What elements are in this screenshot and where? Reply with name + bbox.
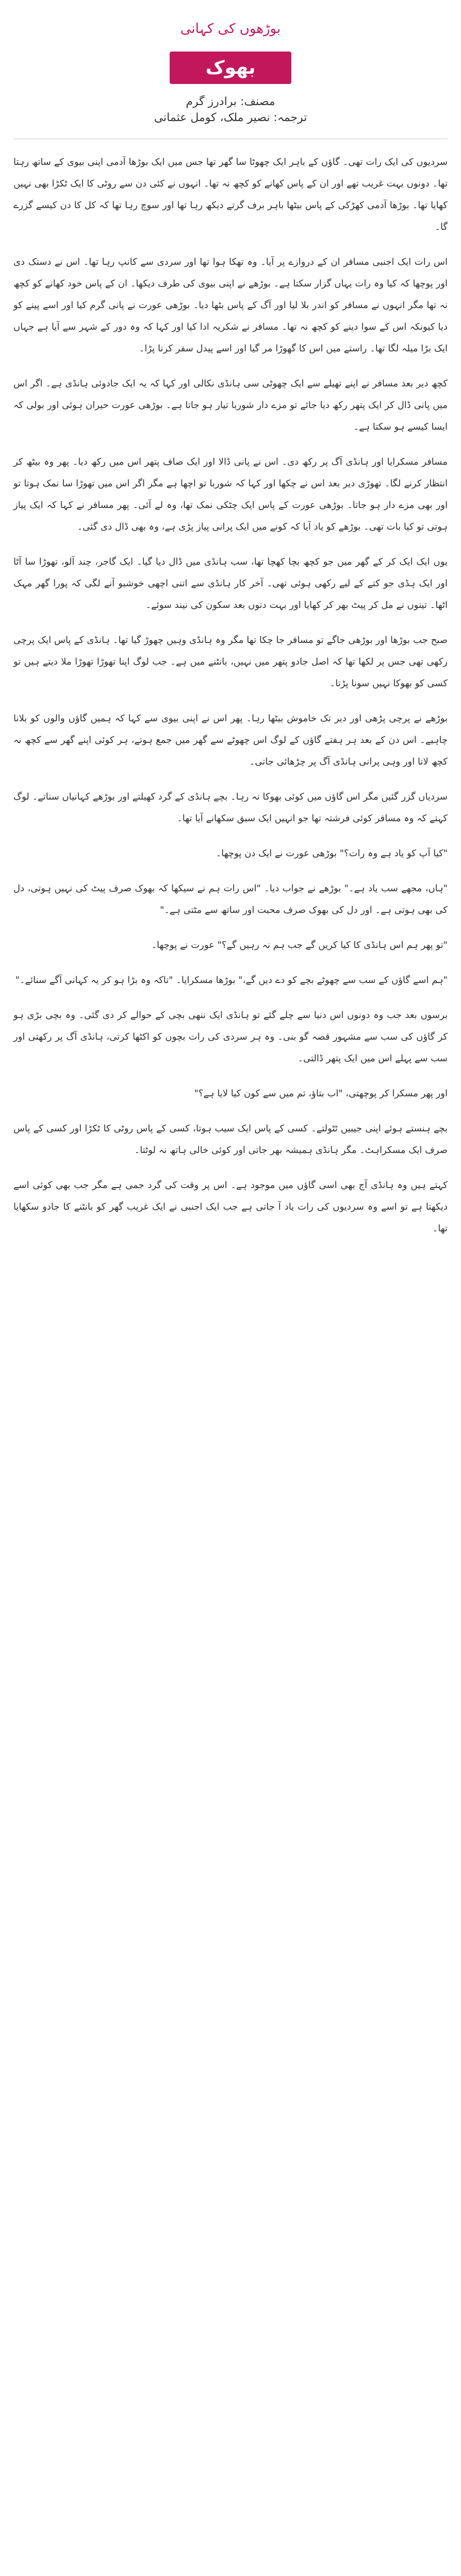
translator-credit: ترجمہ: نصیر ملک، کومل عثمانی xyxy=(154,111,307,124)
story-paragraph: "ہاں، مجھے سب یاد ہے۔" بوڑھے نے جواب دیا۔ "اس رات ہم نے سیکھا کہ بھوک صرف پیٹ کی نہیں ہوتی، دل کی بھی ہوتی ہے۔ اور دل کی بھوک صرف محبت اور ساتھ سے مٹتی ہے۔" xyxy=(13,883,448,916)
story-paragraph: برسوں بعد جب وہ دونوں اس دنیا سے چلے گئے تو ہانڈی ایک ننھی بچی کے حوالے کر دی گئی۔ وہ بچی بڑی ہو کر گاؤں کی سب سے مشہور قصہ گو بنی۔ وہ ہر سردی کی رات بچوں کو اکٹھا کرتی، ہانڈی آگ پر رکھتی اور سب سے پہلے اس میں ایک پتھر ڈالتی۔ xyxy=(13,1009,448,1064)
story-paragraph: سردیاں گزر گئیں مگر اس گاؤں میں کوئی بھوکا نہ رہا۔ بچے ہانڈی کے گرد کھیلتے اور بوڑھے کہانیاں سناتے۔ لوگ کہتے کہ وہ مسافر کوئی فرشتہ تھا جو انہیں ایک سبق سکھانے آیا تھا۔ xyxy=(13,791,448,824)
story-paragraph: بوڑھے نے پرچی پڑھی اور دیر تک خاموش بیٹھا رہا۔ پھر اس نے اپنی بیوی سے کہا کہ ہمیں گاؤں والوں کو بلانا چاہیے۔ اس دن کے بعد ہر ہفتے گاؤں کے لوگ اس چھوٹے سے گھر میں جمع ہوتے، ہر کوئی اپنے گھر سے کچھ نہ کچھ لاتا اور وہی پرانی ہانڈی آگ پر چڑھائی جاتی۔ xyxy=(13,713,448,767)
story-paragraph: "تو پھر ہم اس ہانڈی کا کیا کریں گے جب ہم نہ رہیں گے؟" عورت نے پوچھا۔ xyxy=(151,939,448,951)
story-paragraph: سردیوں کی ایک رات تھی۔ گاؤں کے باہر ایک چھوٹا سا گھر تھا جس میں ایک بوڑھا آدمی اپنی بیوی کے ساتھ رہتا تھا۔ دونوں بہت غریب تھے اور ان کے پاس کھانے کو کچھ نہ تھا۔ انہوں نے کئی دن سے روٹی کا ایک ٹکڑا بھی نہیں کھایا تھا۔ بوڑھا آدمی کھڑکی کے پاس بیٹھا باہر برف گرتے دیکھ رہا تھا اور سوچ رہا تھا کہ کل کا دن کیسے گزرے گا۔ xyxy=(13,156,448,232)
series-title: بوڑھوں کی کہانی xyxy=(180,21,281,37)
story-body xyxy=(13,151,448,1240)
story-paragraph: "کیا آپ کو یاد ہے وہ رات؟" بوڑھی عورت نے ایک دن پوچھا۔ xyxy=(216,848,448,859)
author-credit: مصنف: برادرز گرم xyxy=(186,95,275,108)
story-paragraph: مسافر مسکرایا اور ہانڈی آگ پر رکھ دی۔ اس نے پانی ڈالا اور ایک صاف پتھر اس میں رکھ دیا۔ پھر وہ بیٹھ کر انتظار کرنے لگا۔ تھوڑی دیر بعد اس نے چکھا اور کہا کہ شوربا تو اچھا ہے مگر اگر اس میں تھوڑا سا نمک ہوتا تو اور بھی مزے دار ہو جاتا۔ بوڑھی عورت کے پاس ایک چٹکی نمک تھا، وہ لے آئی۔ پھر مسافر نے کہا کہ ایک پیاز ہوتی تو کیا بات تھی۔ بوڑھے کو یاد آیا کہ کونے میں ایک پرانی پیاز پڑی ہے، وہ بھی ڈال دی گئی۔ xyxy=(13,456,448,532)
story-title-wrap xyxy=(13,52,448,84)
story-paragraph: کہتے ہیں وہ ہانڈی آج بھی اسی گاؤں میں موجود ہے۔ اس پر وقت کی گرد جمی ہے مگر جب بھی کوئی اسے دیکھتا ہے تو اسے وہ سردیوں کی رات یاد آ جاتی ہے جب ایک اجنبی نے ایک غریب گھر کو بانٹنے کا جادو سکھایا تھا۔ xyxy=(13,1179,448,1234)
story-paragraph: اس رات ایک اجنبی مسافر ان کے دروازے پر آیا۔ وہ تھکا ہوا تھا اور سردی سے کانپ رہا تھا۔ اس نے دستک دی اور پوچھا کہ کیا وہ رات یہاں گزار سکتا ہے۔ بوڑھے نے اپنی بیوی کی طرف دیکھا۔ ان کے پاس خود کھانے کو کچھ نہ تھا مگر انہوں نے مسافر کو اندر بلا لیا اور آگ کے پاس بٹھا دیا۔ بوڑھی عورت نے پانی گرم کیا اور اسے پینے کو دیا کیونکہ اس کے سوا دینے کو کچھ نہ تھا۔ مسافر نے شکریہ ادا کیا اور کہا کہ وہ دور کے شہر سے آیا ہے جہاں ایک بڑا میلہ لگا تھا۔ راستے میں اس کا گھوڑا مر گیا اور اسے پیدل سفر کرنا پڑا۔ xyxy=(13,256,448,354)
story-paragraph: یوں ایک ایک کر کے گھر میں جو کچھ بچا کھچا تھا، سب ہانڈی میں ڈال دیا گیا۔ ایک گاجر، چند آلو، تھوڑا سا آٹا اور ایک ہڈی جو کتے کے لیے رکھی ہوئی تھی۔ آخر کار ہانڈی سے اتنی اچھی خوشبو آنے لگی کہ پورا گھر مہک اٹھا۔ تینوں نے مل کر پیٹ بھر کر کھایا اور بہت دنوں بعد سکون کی نیند سوئے۔ xyxy=(13,556,448,611)
story-paragraph: بچے ہنستے ہوئے اپنی جیبیں ٹٹولتے۔ کسی کے پاس ایک سیب ہوتا، کسی کے پاس روٹی کا ٹکڑا اور کسی کے پاس صرف ایک مسکراہٹ۔ مگر ہانڈی ہمیشہ بھر جاتی اور کوئی خالی ہاتھ نہ لوٹتا۔ xyxy=(13,1123,448,1156)
story-paragraph: صبح جب بوڑھا اور بوڑھی جاگے تو مسافر جا چکا تھا مگر وہ ہانڈی وہیں چھوڑ گیا تھا۔ ہانڈی کے پاس ایک پرچی رکھی تھی جس پر لکھا تھا کہ اصل جادو پتھر میں نہیں، بانٹنے میں ہے۔ جب لوگ اپنا تھوڑا تھوڑا ملا دیتے ہیں تو کسی کو بھوکا نہیں سونا پڑتا۔ xyxy=(13,634,448,689)
story-paragraph: کچھ دیر بعد مسافر نے اپنے تھیلے سے ایک چھوٹی سی ہانڈی نکالی اور کہا کہ یہ ایک جادوئی ہانڈی ہے۔ اگر اس میں پانی ڈال کر ایک پتھر رکھ دیا جائے تو مزے دار شوربا تیار ہو جاتا ہے۔ بوڑھی عورت حیران ہوئی اور بولی کہ ایسا کیسے ہو سکتا ہے۔ xyxy=(13,378,448,432)
story-paragraph: "ہم اسے گاؤں کے سب سے چھوٹے بچے کو دے دیں گے،" بوڑھا مسکرایا۔ "تاکہ وہ بڑا ہو کر یہ کہانی آگے سنائے۔" xyxy=(15,974,448,986)
story-title: بھوک xyxy=(170,52,292,84)
story-paragraph: اور پھر مسکرا کر پوچھتی، "اب بتاؤ، تم میں سے کون کیا لایا ہے؟" xyxy=(194,1088,448,1099)
